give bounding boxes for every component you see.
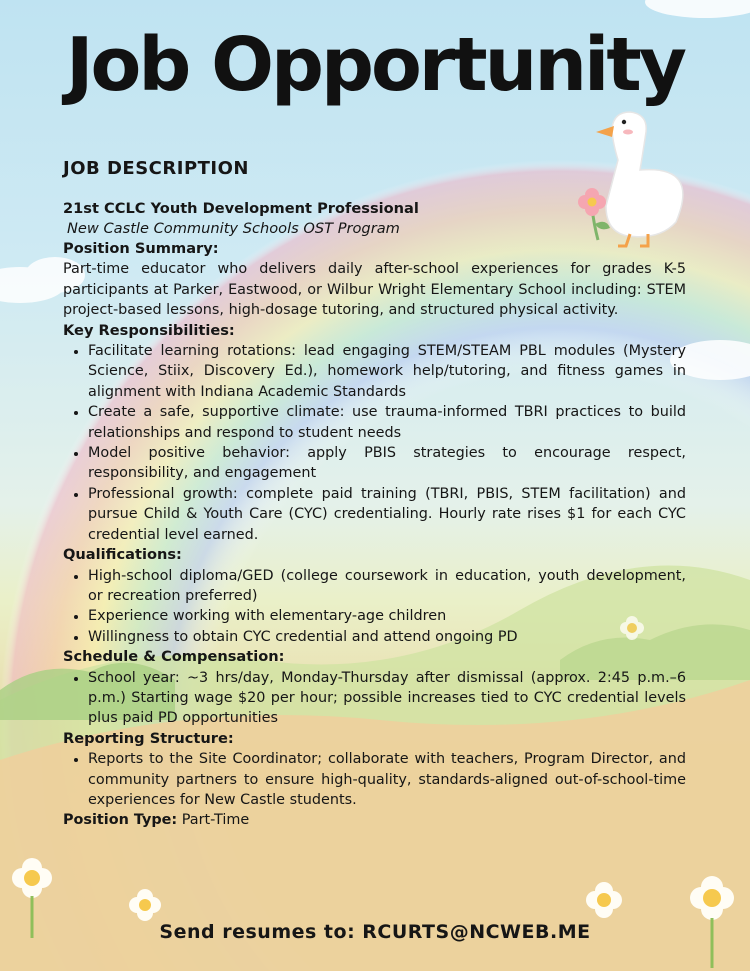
reporting-heading: Reporting Structure: bbox=[63, 729, 234, 747]
schedule-list bbox=[63, 668, 686, 729]
schedule-heading: Schedule & Compensation: bbox=[63, 648, 285, 666]
responsibilities-list bbox=[63, 341, 686, 545]
reporting-list bbox=[63, 749, 686, 810]
summary-text: Part-time educator who delivers daily after-school experiences for grades K-5 participants at Parker, Eastwood, or Wilbur Wright Elementary School including: STEM project-based lessons, high-dosage tutoring, and structured physical activity. bbox=[63, 261, 686, 319]
list-item: • Experience working with elementary-age children bbox=[88, 606, 686, 626]
section-heading: JOB DESCRIPTION bbox=[63, 158, 249, 179]
page-title: Job Opportunity bbox=[65, 22, 684, 108]
job-title: 21st CCLC Youth Development Professional bbox=[63, 200, 419, 217]
list-item: • Model positive behavior: apply PBIS strategies to encourage respect, responsibility, and engagement bbox=[88, 443, 686, 484]
summary-heading: Position Summary: bbox=[63, 240, 219, 257]
send-resumes-line: Send resumes to: RCURTS@NCWEB.ME bbox=[159, 921, 591, 943]
program-name: New Castle Community Schools OST Program bbox=[67, 220, 400, 237]
responsibilities-heading: Key Responsibilities: bbox=[63, 321, 235, 339]
list-item: • Reports to the Site Coordinator; collaborate with teachers, Program Director, and community partners to ensure high-quality, standards-aligned out-of-school-time experiences for New Castle students. bbox=[88, 749, 686, 810]
qualifications-heading: Qualifications: bbox=[63, 546, 182, 564]
list-item: • Create a safe, supportive climate: use trauma-informed TBRI practices to build relationships and respond to student needs bbox=[88, 402, 686, 443]
job-description-body bbox=[63, 239, 686, 831]
position-type-value: Part-Time bbox=[177, 812, 250, 829]
list-item: • High-school diploma/GED (college coursework in education, youth development, or recreation preferred) bbox=[88, 566, 686, 607]
position-type bbox=[63, 810, 686, 830]
list-item: • Willingness to obtain CYC credential and attend ongoing PD bbox=[88, 627, 686, 647]
qualifications-list bbox=[63, 566, 686, 648]
list-item: • School year: ~3 hrs/day, Monday-Thursday after dismissal (approx. 2:45 p.m.–6 p.m.) Starting wage $20 per hour; possible increases tied to CYC credential levels plus paid PD opportunities bbox=[88, 668, 686, 729]
list-item: • Facilitate learning rotations: lead engaging STEM/STEAM PBL modules (Mystery Science, Stiix, Discovery Ed.), homework help/tutoring, and fitness games in alignment with Indiana Academic Standards bbox=[88, 341, 686, 402]
list-item: • Professional growth: complete paid training (TBRI, PBIS, STEM facilitation) and pursue Child & Youth Care (CYC) credentialing. Hourly rate rises $1 for each CYC credential level earned. bbox=[88, 484, 686, 545]
position-type-label: Position Type: bbox=[63, 812, 178, 829]
